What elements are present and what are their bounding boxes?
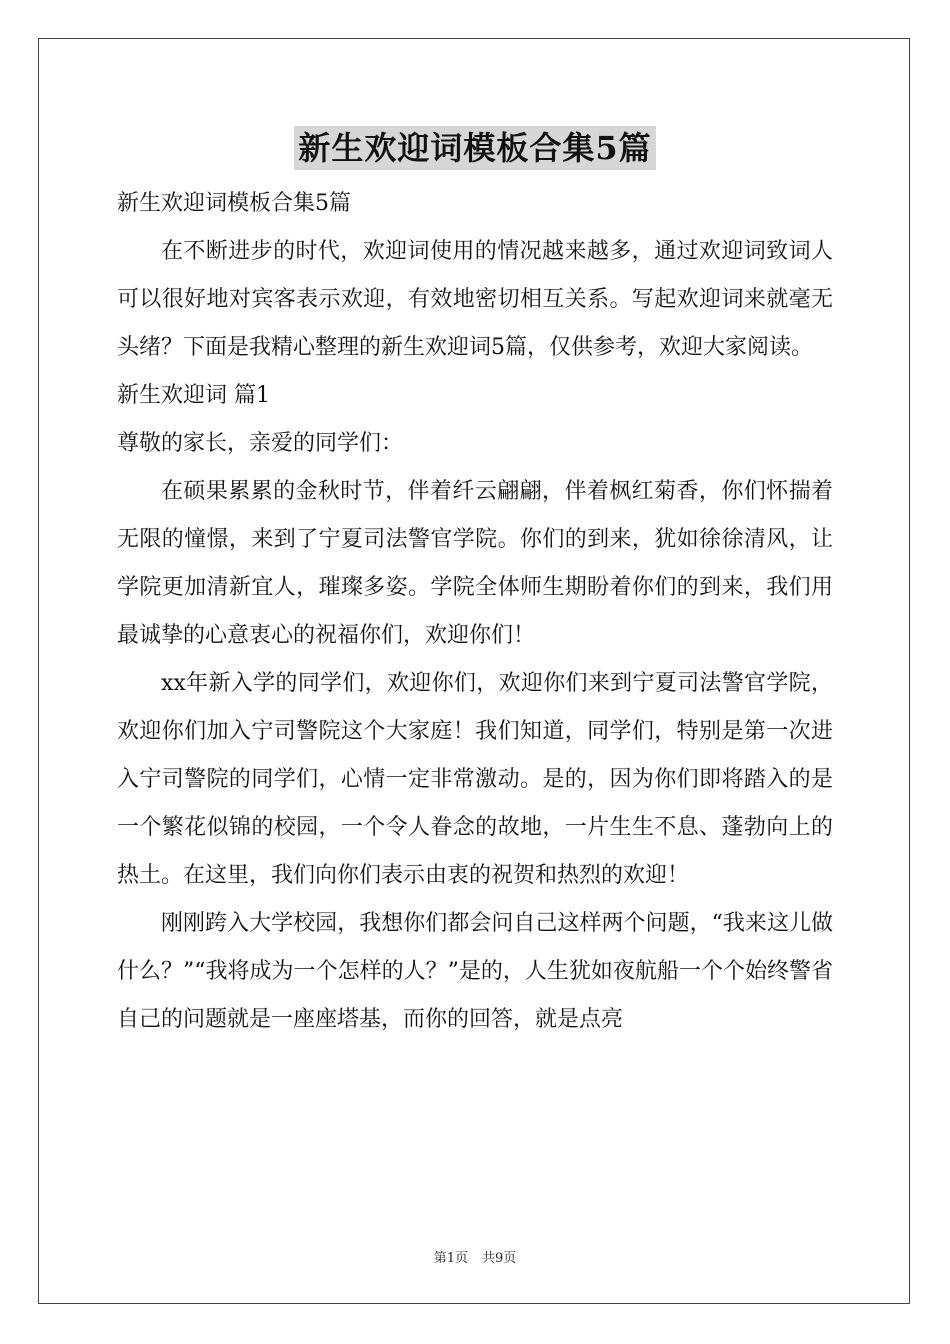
paragraph: xx年新入学的同学们，欢迎你们，欢迎你们来到宁夏司法警官学院，欢迎你们加入宁司警院这个大家庭！我们知道，同学们，特别是第一次进入宁司警院的同学们，心情一定非常激动。是的，因为你们即将踏入的是一个繁花似锦的校园，一个令人眷念的故地，一片生生不息、蓬勃向上的热土。在这里，我们向你们表示由衷的祝贺和热烈的欢迎！ [117, 671, 833, 888]
document-body [117, 180, 833, 1044]
paragraph: 在硕果累累的金秋时节，伴着纤云翩翩，伴着枫红菊香，你们怀揣着无限的憧憬，来到了宁夏司法警官学院。你们的到来，犹如徐徐清风，让学院更加清新宜人，璀璨多姿。学院全体师生期盼着你们的到来，我们用最诚挚的心意衷心的祝福你们，欢迎你们！ [117, 479, 833, 648]
paragraph: 在不断进步的时代，欢迎词使用的情况越来越多，通过欢迎词致词人可以很好地对宾客表示欢迎，有效地密切相互关系。写起欢迎词来就毫无头绪？下面是我精心整理的新生欢迎词5篇，仅供参考，欢迎大家阅读。 [117, 239, 833, 360]
title-container [0, 126, 950, 170]
section-heading: 新生欢迎词 篇1 [117, 383, 270, 408]
page-number: 第1页 [433, 1251, 468, 1266]
page-footer [0, 1247, 950, 1266]
paragraph: 新生欢迎词模板合集5篇 [117, 191, 351, 216]
salutation: 尊敬的家长，亲爱的同学们： [117, 431, 404, 456]
document-title: 新生欢迎词模板合集5篇 [294, 126, 655, 170]
paragraph: 刚刚跨入大学校园，我想你们都会问自己这样两个问题，“我来这儿做什么？”“我将成为一个怎样的人？”是的，人生犹如夜航船一个个始终警省自己的问题就是一座座塔基，而你的回答，就是点亮 [117, 911, 833, 1032]
page-total: 共9页 [482, 1251, 517, 1266]
